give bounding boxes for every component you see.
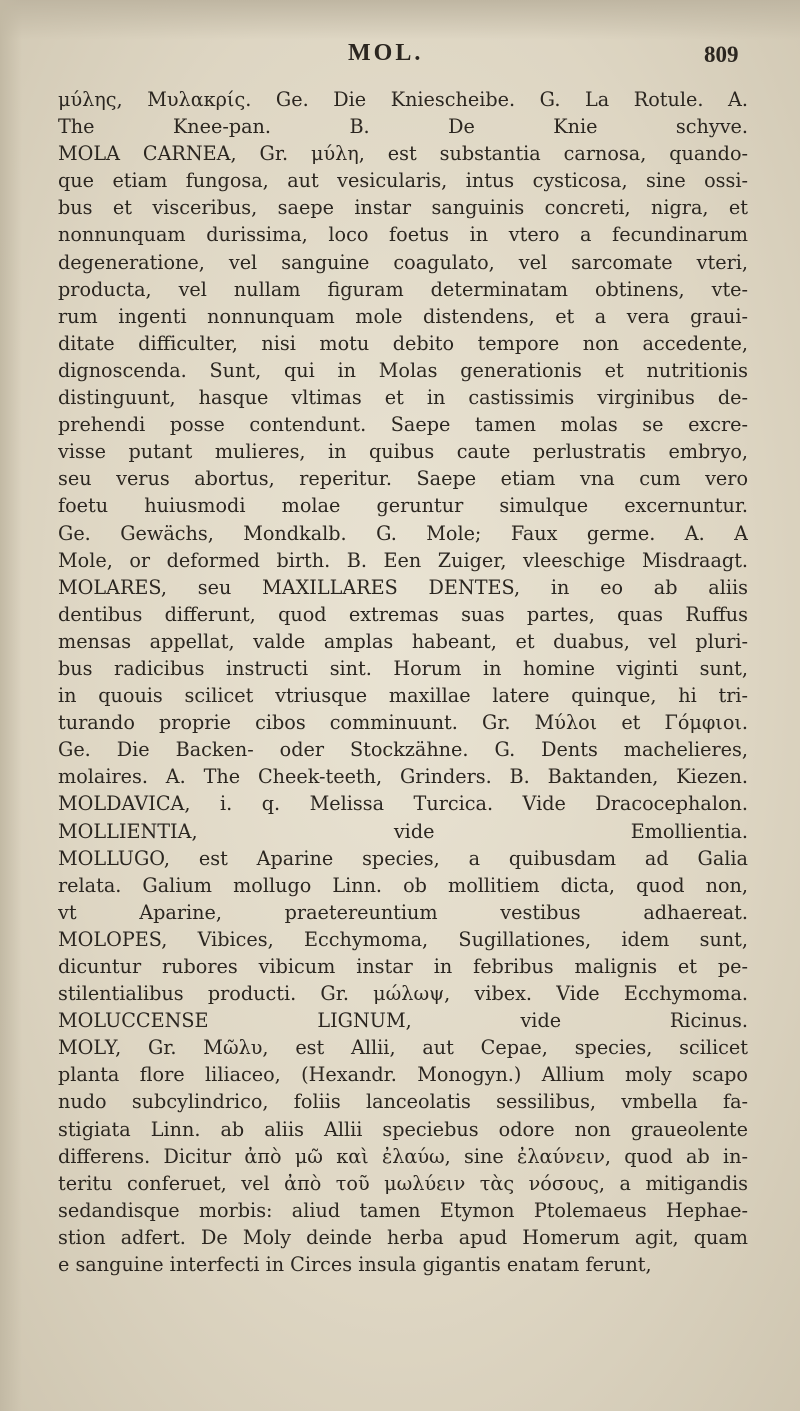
text-line: que etiam fungosa, aut vesicularis, intus cysticosa, sine ossi- [58,169,748,193]
page-number: 809 [704,42,739,67]
text-line: visse putant mulieres, in quibus caute perlustratis embryo, [58,440,748,464]
text-line: vt Aparine, praetereuntium vestibus adhaereat. [58,900,748,924]
text-line: MOLLIENTIA, vide Emollientia. [58,819,748,843]
text-line: sedandisque morbis: aliud tamen Etymon Ptolemaeus Hephae- [58,1198,748,1222]
text-line: dentibus differunt, quod extremas suas partes, quas Ruffus [58,602,748,626]
text-line: rum ingenti nonnunquam mole distendens, et a vera graui- [58,304,748,328]
text-line: prehendi posse contendunt. Saepe tamen molas se excre- [58,413,748,437]
running-head [0,40,800,70]
text-line: nudo subcylindrico, foliis lanceolatis sessilibus, vmbella fa- [58,1090,748,1114]
text-line: dignoscenda. Sunt, qui in Molas generationis et nutritionis [58,358,748,382]
text-line: MOLLUGO, est Aparine species, a quibusdam ad Galia [58,846,748,870]
text-line: Mole, or deformed birth. B. Een Zuiger, vleeschige Misdraagt. [58,548,748,572]
entry-text-block [58,86,748,1278]
text-line: relata. Galium mollugo Linn. ob mollitiem dicta, quod non, [58,873,748,897]
text-line: foetu huiusmodi molae geruntur simulque excernuntur. [58,494,748,518]
text-line: MOLY, Gr. Μῶλυ, est Allii, aut Cepae, species, scilicet [58,1036,748,1060]
running-headword: MOL. [348,40,424,66]
text-line: producta, vel nullam figuram determinatam obtinens, vte- [58,277,748,301]
text-line: MOLARES, seu MAXILLARES DENTES, in eo ab aliis [58,575,748,599]
text-line: dicuntur rubores vibicum instar in febribus malignis et pe- [58,955,748,978]
text-line: in quouis scilicet vtriusque maxillae latere quinque, hi tri- [58,684,748,708]
text-line: degeneratione, vel sanguine coagulato, vel sarcomate vteri, [58,250,748,274]
text-line: μύλης, Mυλακρίς. Ge. Die Kniescheibe. G. La Rotule. A. [58,88,748,111]
text-line: stigiata Linn. ab aliis Allii speciebus odore non graueolente [58,1117,748,1141]
text-line: Ge. Gewächs, Mondkalb. G. Mole; Faux germe. A. A [58,521,748,545]
text-line: MOLDAVICA, i. q. Melissa Turcica. Vide Dracocephalon. [58,792,748,816]
text-line: MOLA CARNEA, Gr. μύλη, est substantia carnosa, quando- [58,142,748,166]
text-line: The Knee-pan. B. De Knie schyve. [58,115,748,139]
text-line: turando proprie cibos comminuunt. Gr. Μύλοι et Γόμφιοι. [58,711,748,735]
text-line: bus radicibus instructi sint. Horum in homine viginti sunt, [58,656,748,680]
text-line: bus et visceribus, saepe instar sanguinis concreti, nigra, et [58,196,748,220]
text-line: MOLUCCENSE LIGNUM, vide Ricinus. [58,1009,748,1033]
text-line: molaires. A. The Cheek-teeth, Grinders. B. Baktanden, Kiezen. [58,765,748,789]
text-line: distinguunt, hasque vltimas et in castissimis virginibus de- [58,386,748,410]
text-line: e sanguine interfecti in Circes insula gigantis enatam ferunt, [58,1253,652,1277]
text-line: Ge. Die Backen- oder Stockzähne. G. Dents machelieres, [58,738,748,762]
text-line: nonnunquam durissima, loco foetus in vtero a fecundinarum [58,223,748,247]
text-line: planta flore liliaceo, (Hexandr. Monogyn.) Allium moly scapo [58,1063,748,1087]
text-line: ditate difficulter, nisi motu debito tempore non accedente, [58,331,748,355]
text-line: stilentialibus producti. Gr. μώλωψ, vibex. Vide Ecchymoma. [58,982,748,1006]
text-line: teritu conferuet, vel ἀπὸ τοῦ μωλύειν τὰς νόσους, a mitigandis [58,1171,748,1195]
text-line: mensas appellat, valde amplas habeant, et duabus, vel pluri- [58,629,748,653]
text-line: differens. Dicitur ἀπὸ μῶ καὶ ἐλαύω, sine ἐλαύνειν, quod ab in- [58,1144,748,1168]
text-line: MOLOPES, Vibices, Ecchymoma, Sugillationes, idem sunt, [58,927,748,951]
text-line: seu verus abortus, reperitur. Saepe etiam vna cum vero [58,467,748,491]
text-line: stion adfert. De Moly deinde herba apud Homerum agit, quam [58,1225,748,1249]
